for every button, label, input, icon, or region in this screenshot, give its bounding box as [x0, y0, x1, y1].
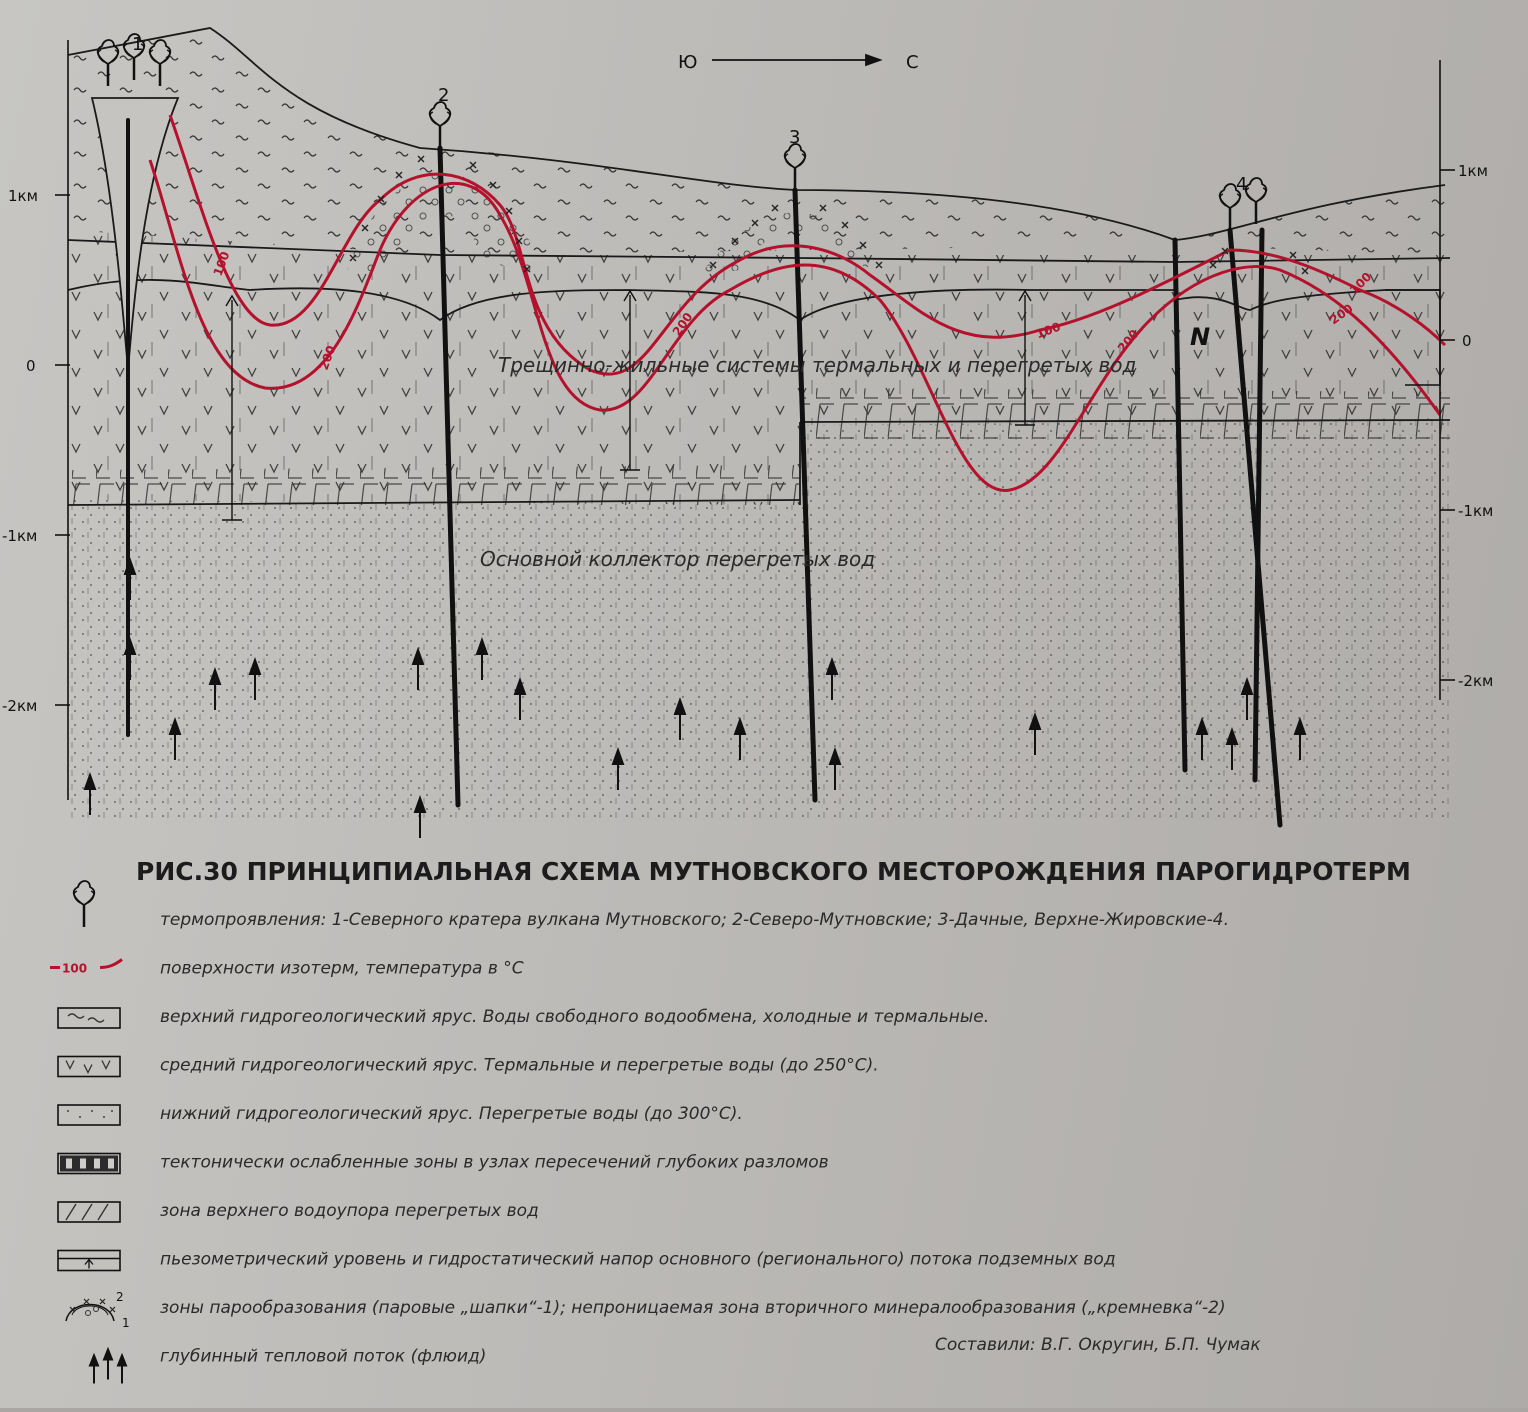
legend-text: пьезометрический уровень и гидростатический напор основного (регионального) потока подземных вод — [160, 1249, 1116, 1270]
main-reservoir-caption: Основной коллектор перегретых вод — [480, 547, 876, 571]
legend-text: верхний гидрогеологический ярус. Воды свободного водообмена, холодные и термальные. — [160, 1007, 990, 1027]
depth-left-0: 0 — [26, 357, 36, 375]
site-label-2: 2 — [438, 85, 450, 106]
legend-text: термопроявления: 1-Северного кратера вулкана Мутновского; 2-Северо-Мутновские; 3-Дачные, Верхне-Жировские-4. — [160, 910, 1229, 930]
aquitard-zone-right — [800, 388, 1450, 440]
legend-item — [58, 1201, 539, 1222]
legend-text: глубинный тепловой поток (флюид) — [160, 1346, 487, 1367]
head-box-icon — [58, 1251, 120, 1271]
legend-item — [74, 881, 1229, 930]
dot-box-icon — [58, 1105, 120, 1125]
fountain-icon — [74, 881, 95, 927]
legend-text: поверхности изотерм, температура в °С — [160, 958, 524, 979]
hatch-box-icon — [58, 1202, 120, 1222]
legend-item — [58, 1250, 1116, 1271]
legend-text: зоны парообразования (паровые „шапки“-1); непроницаемая зона вторичного минералообразования („кремневка“-2) — [160, 1298, 1226, 1318]
legend — [50, 881, 1229, 1384]
isotherm-label-200a: 200 — [316, 343, 339, 372]
isotherm-label-200c: 200 — [1114, 326, 1142, 356]
legend-item — [90, 1347, 486, 1384]
svg-text:1: 1 — [122, 1316, 130, 1330]
depth-left-1km: 1км — [8, 187, 38, 205]
direction-north: С — [906, 52, 919, 73]
legend-item — [58, 1153, 829, 1174]
site-label-4: 4 — [1236, 174, 1248, 195]
site-label-1: 1 — [132, 34, 144, 55]
isotherm-label-100c: 100 — [1346, 269, 1375, 298]
isotherm-label-200b: 200 — [669, 310, 696, 339]
authors-credit: Составили: В.Г. Округин, Б.П. Чумак — [935, 1335, 1261, 1355]
legend-text: зона верхнего водоупора перегретых вод — [160, 1201, 539, 1221]
aquitard-zone-left — [68, 465, 800, 505]
tilde-box-icon — [58, 1008, 120, 1028]
cross-section — [55, 28, 1455, 838]
direction-arrow — [712, 55, 880, 65]
legend-item — [50, 959, 524, 979]
figure-title: РИС.30 ПРИНЦИПИАЛЬНАЯ СХЕМА МУТНОВСКОГО МЕСТОРОЖДЕНИЯ ПАРОГИДРОТЕРМ — [136, 857, 1411, 886]
heat-flow-arrows-icon — [90, 1350, 126, 1384]
legend-text: нижний гидрогеологический ярус. Перегретые воды (до 300°С). — [160, 1104, 743, 1124]
legend-text: тектонически ослабленные зоны в узлах пересечений глубоких разломов — [160, 1152, 829, 1173]
depth-right-1km: 1км — [1458, 162, 1488, 180]
isotherm-icon — [50, 960, 122, 976]
legend-item — [58, 1056, 879, 1077]
depth-left-neg2km: -2км — [2, 697, 38, 715]
fault-node-box-icon — [58, 1154, 120, 1174]
block-label-n: N — [1190, 323, 1211, 351]
site-label-3: 3 — [789, 127, 801, 148]
legend-item — [58, 1007, 989, 1028]
svg-text:2: 2 — [116, 1290, 124, 1304]
direction-south: Ю — [678, 52, 698, 73]
depth-right-neg2km: -2км — [1458, 672, 1494, 690]
depth-right-0: 0 — [1462, 332, 1472, 350]
depth-left-neg1km: -1км — [2, 527, 38, 545]
depth-right-neg1km: -1км — [1458, 502, 1494, 520]
fissure-systems-caption: Трещинно-жильные системы термальных и перегретых вод — [498, 353, 1137, 377]
svg-text:100: 100 — [62, 961, 88, 976]
isotherm-label-200d: 200 — [1327, 301, 1356, 328]
isotherm-label-100a: 100 — [210, 249, 233, 278]
isotherm-label-100b: 100 — [1034, 319, 1063, 342]
legend-item — [66, 1290, 1226, 1330]
v-box-icon — [58, 1057, 120, 1077]
legend-text: средний гидрогеологический ярус. Термальные и перегретые воды (до 250°С). — [160, 1055, 879, 1076]
legend-item — [58, 1104, 743, 1125]
steam-cap-icon — [66, 1290, 130, 1330]
